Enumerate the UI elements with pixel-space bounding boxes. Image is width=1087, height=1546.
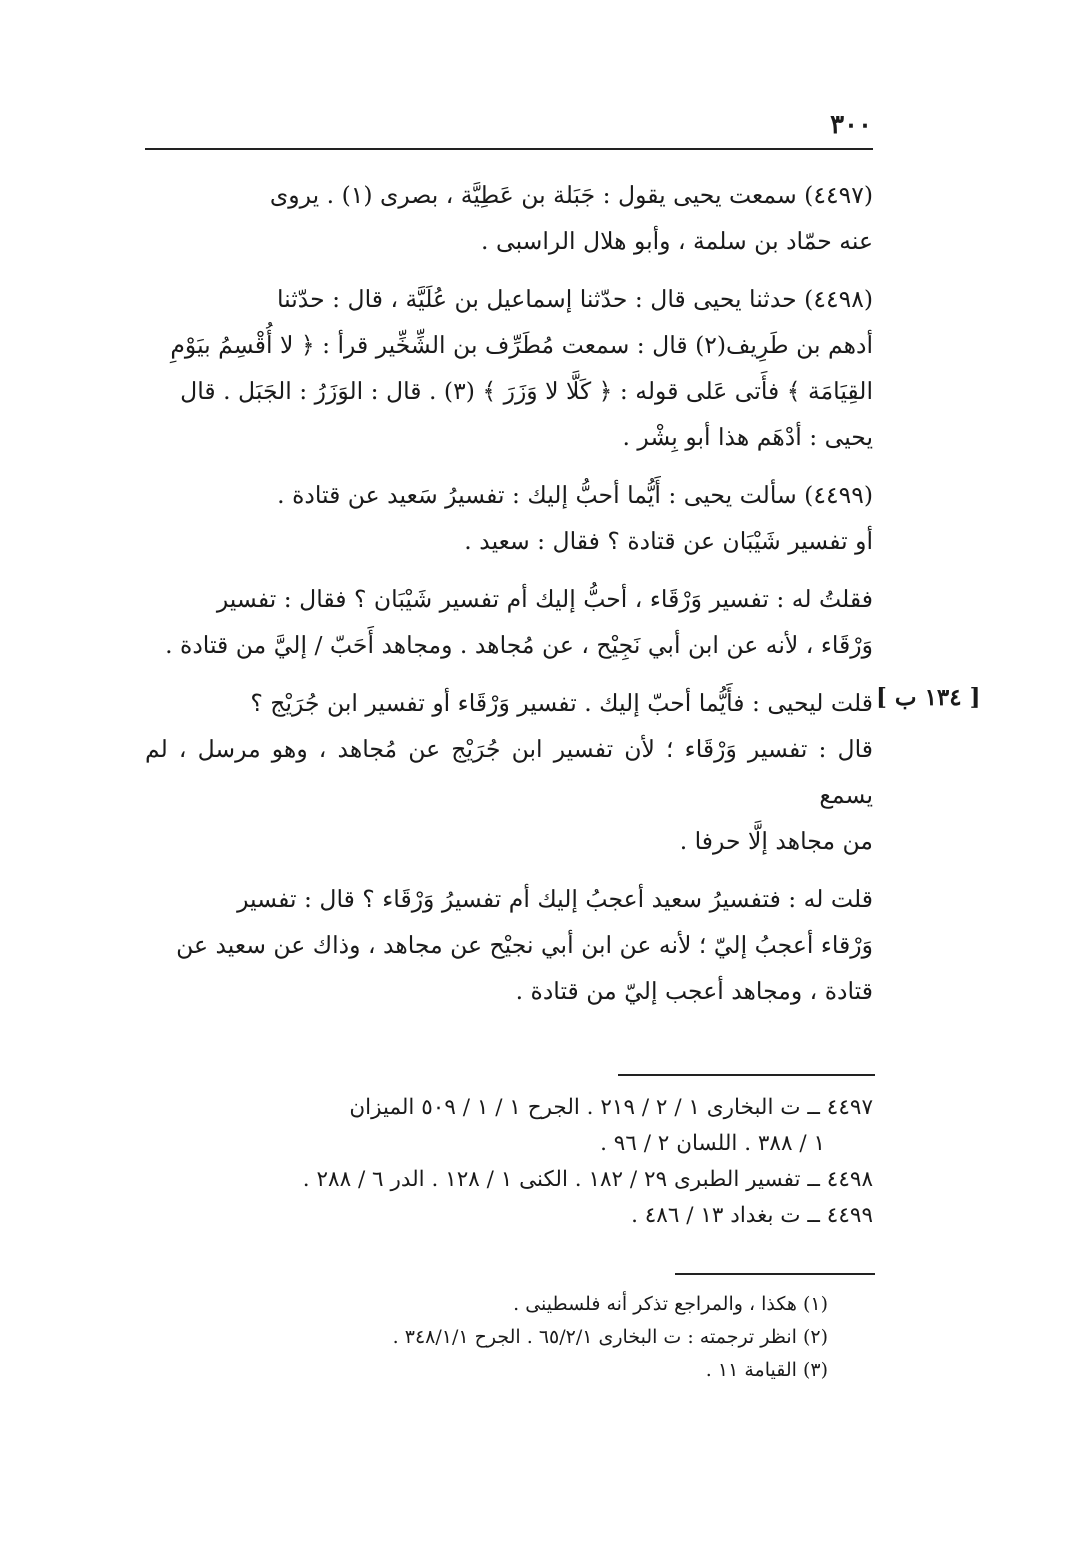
text-line: أدهم بن طَرِيف(٢) قال : سمعت مُطَرِّف بن الشِّخِّير قرأ : ﴿ لا أُقْسِمُ بيَوْمِ bbox=[170, 331, 873, 359]
footnotes-divider bbox=[675, 1273, 875, 1275]
text-line: فقلتُ له : تفسير وَرْقَاء ، أحبُّ إليك أم تفسير شَيْبَان ؟ فقال : تفسير bbox=[216, 585, 873, 613]
text-line: قتادة ، ومجاهد أعجب إليّ من قتادة . bbox=[515, 977, 873, 1005]
text-line: قلت له : فتفسيرُ سعيد أعجبُ إليك أم تفسيرُ وَرْقَاء ؟ قال : تفسير bbox=[237, 885, 873, 913]
text-line: قال : تفسير وَرْقَاء ؛ لأن تفسير ابن جُرَيْج عن مُجاهد ، وهو مرسل ، لم يسمع bbox=[145, 735, 873, 809]
entry-4499 bbox=[145, 472, 873, 564]
text-line: وَرْقَاء ، لأنه عن ابن أبي نَجِيْح ، عن مُجاهد . ومجاهد أَحَبّ / إليَّ من قتادة . bbox=[165, 631, 873, 659]
text-line: (٤٤٩٩) سألت يحيى : أَيُّما أحبُّ إليك : تفسيرُ سَعيد عن قتادة . bbox=[277, 481, 873, 509]
entry-4499-continued-2 bbox=[145, 680, 873, 864]
main-text bbox=[145, 172, 873, 1026]
text-line: (٤٤٩٧) سمعت يحيى يقول : جَبَلة بن عَطِيَّة ، بصرى (١) . يروى bbox=[269, 181, 873, 209]
text-line: القِيَامَة ﴾ فأَتى عَلى قوله : ﴿ كَلَّا لا وَزَرَ ﴾ (٣) . قال : الوَزَرُ : الجَبَل . قال bbox=[180, 377, 873, 405]
header-divider bbox=[145, 148, 873, 150]
text-line: قلت ليحيى : فأَيُّما أحبّ إليك . تفسير وَرْقَاء أو تفسير ابن جُرَيْج ؟ bbox=[250, 689, 873, 717]
text-line: (٤٤٩٨) حدثنا يحيى قال : حدّثنا إسماعيل بن عُلَيَّة ، قال : حدّثنا bbox=[277, 285, 873, 313]
reference-line: ٤٤٩٨ ــ تفسير الطبرى ٢٩ / ١٨٢ . الكنى ١ / ١٢٨ . الدر ٦ / ٢٨٨ . bbox=[302, 1167, 873, 1192]
text-line: من مجاهد إلَّا حرفا . bbox=[679, 827, 873, 855]
manuscript-folio-marker: [ ١٣٤ ب ] bbox=[876, 684, 981, 711]
reference-line: ١ / ٣٨٨ . اللسان ٢ / ٩٦ . bbox=[600, 1131, 825, 1156]
entry-4498 bbox=[145, 276, 873, 460]
references-block bbox=[145, 1090, 873, 1234]
reference-line: ٤٤٩٩ ــ ت بغداد ١٣ / ٤٨٦ . bbox=[631, 1203, 873, 1228]
entry-4499-continued-3 bbox=[145, 876, 873, 1014]
text-line: يحيى : أدْهَم هذا أبو بِشْر . bbox=[622, 423, 873, 451]
entry-4497 bbox=[145, 172, 873, 264]
page-number: ٣٠٠ bbox=[830, 110, 872, 140]
text-line: وَرْقاء أعجبُ إليّ ؛ لأنه عن ابن أبي نجيْح عن مجاهد ، وذاك عن سعيد عن bbox=[176, 931, 873, 959]
entry-4499-continued-1 bbox=[145, 576, 873, 668]
footnote: (٢) انظر ترجمته : ت البخارى ٦٥/٢/١ . الجرح ٣٤٨/١/١ . bbox=[392, 1326, 828, 1348]
reference-line: ٤٤٩٧ ــ ت البخارى ١ / ٢ / ٢١٩ . الجرح ١ / ١ / ٥٠٩ الميزان bbox=[349, 1095, 873, 1120]
text-line: عنه حمّاد بن سلمة ، وأبو هلال الراسبى . bbox=[481, 227, 873, 255]
text-line: أو تفسير شَيْبَان عن قتادة ؟ فقال : سعيد . bbox=[464, 527, 873, 555]
footnotes-block bbox=[145, 1288, 873, 1387]
references-divider bbox=[618, 1074, 875, 1076]
footnote: (٣) القيامة ١١ . bbox=[705, 1359, 828, 1381]
footnote: (١) هكذا ، والمراجع تذكر أنه فلسطينى . bbox=[513, 1293, 828, 1315]
